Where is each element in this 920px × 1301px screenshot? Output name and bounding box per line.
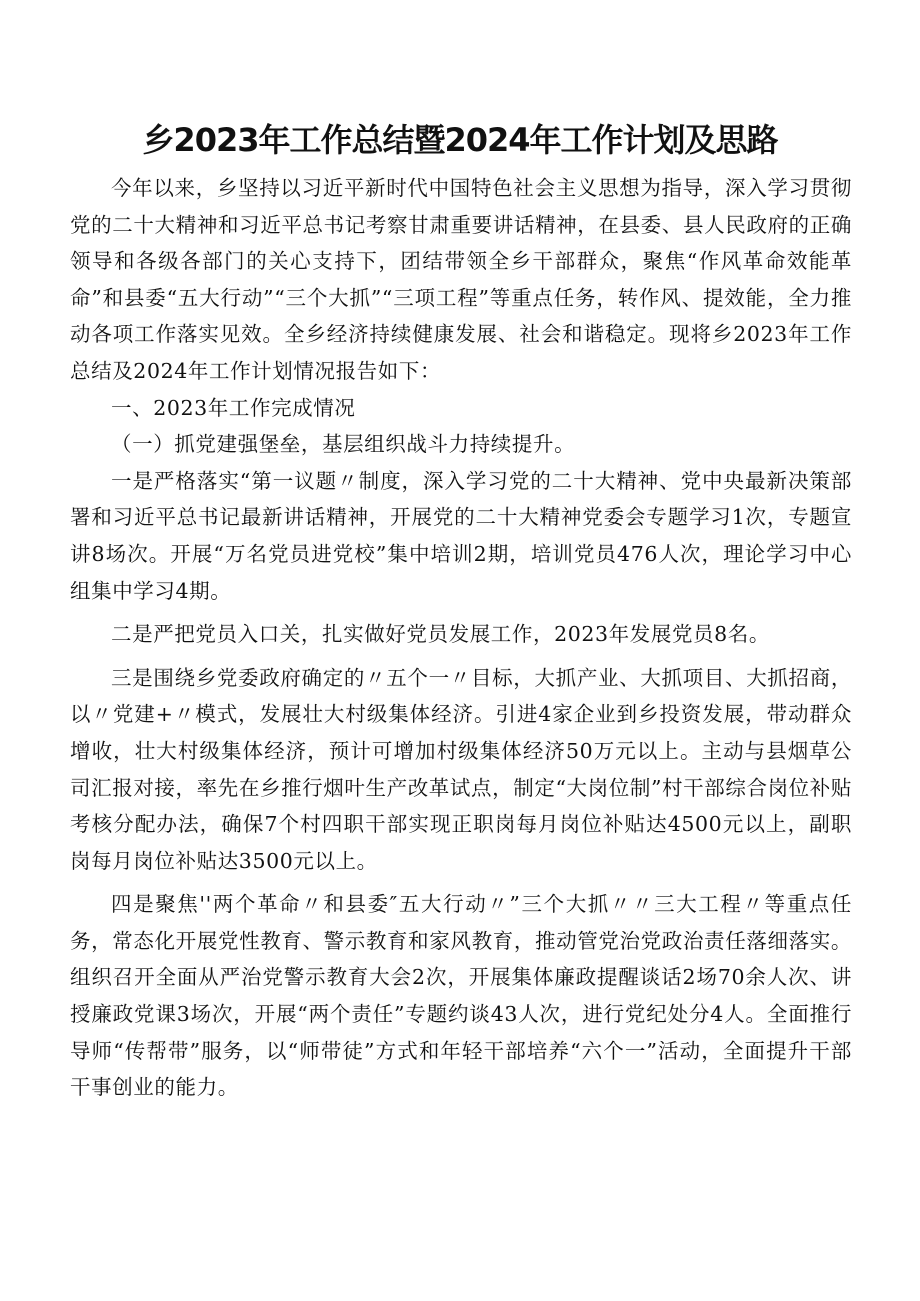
section-heading: 一、2023年工作完成情况: [111, 395, 356, 420]
document-body: [70, 170, 852, 1106]
body-paragraph: 二是严把党员入口关，扎实做好党员发展工作，2023年发展党员8名。: [111, 622, 771, 647]
body-paragraph: 三是围绕乡党委政府确定的〃五个一〃目标，大抓产业、大抓项目、大抓招商，以〃党建+〃模式，发展壮大村级集体经济。引进4家企业到乡投资发展，带动群众增收，壮大村级集体经济，预计可增加村级集体经济50万元以上。主动与县烟草公司汇报对接，率先在乡推行烟叶生产改革试点，制定“大岗位制”村干部综合岗位补贴考核分配办法，确保7个村四职干部实现正职岗每月岗位补贴达4500元以上，副职岗每月岗位补贴达3500元以上。: [70, 665, 852, 873]
document-title: 乡2023年工作总结暨2024年工作计划及思路: [142, 121, 778, 159]
intro-paragraph: 今年以来，乡坚持以习近平新时代中国特色社会主义思想为指导，深入学习贯彻党的二十大精神和习近平总书记考察甘肃重要讲话精神，在县委、县人民政府的正确领导和各级各部门的关心支持下，团结带领全乡干部群众，聚焦“作风革命效能革命”和县委“五大行动”“三个大抓”“三项工程”等重点任务，转作风、提效能，全力推动各项工作落实见效。全乡经济持续健康发展、社会和谐稳定。现将乡2023年工作总结及2024年工作计划情况报告如下：: [70, 176, 852, 383]
body-paragraph: 四是聚焦''两个革命〃和县委″五大行动〃”三个大抓〃〃三大工程〃等重点任务，常态化开展党性教育、警示教育和家风教育，推动管党治党政治责任落细落实。组织召开全面从严治党警示教育大会2次，开展集体廉政提醒谈话2场70余人次、讲授廉政党课3场次，开展“两个责任”专题约谈43人次，进行党纪处分4人。全面推行导师“传帮带”服务，以“师带徒”方式和年轻干部培养“六个一”活动，全面提升干部干事创业的能力。: [70, 892, 852, 1100]
body-paragraph: 一是严格落实“第一议题〃制度，深入学习党的二十大精神、党中央最新决策部署和习近平总书记最新讲话精神，开展党的二十大精神党委会专题学习1次，专题宣讲8场次。开展“万名党员进党校”集中培训2期，培训党员476人次，理论学习中心组集中学习4期。: [70, 468, 852, 603]
subsection-heading: （一）抓党建强堡垒，基层组织战斗力持续提升。: [111, 432, 576, 457]
